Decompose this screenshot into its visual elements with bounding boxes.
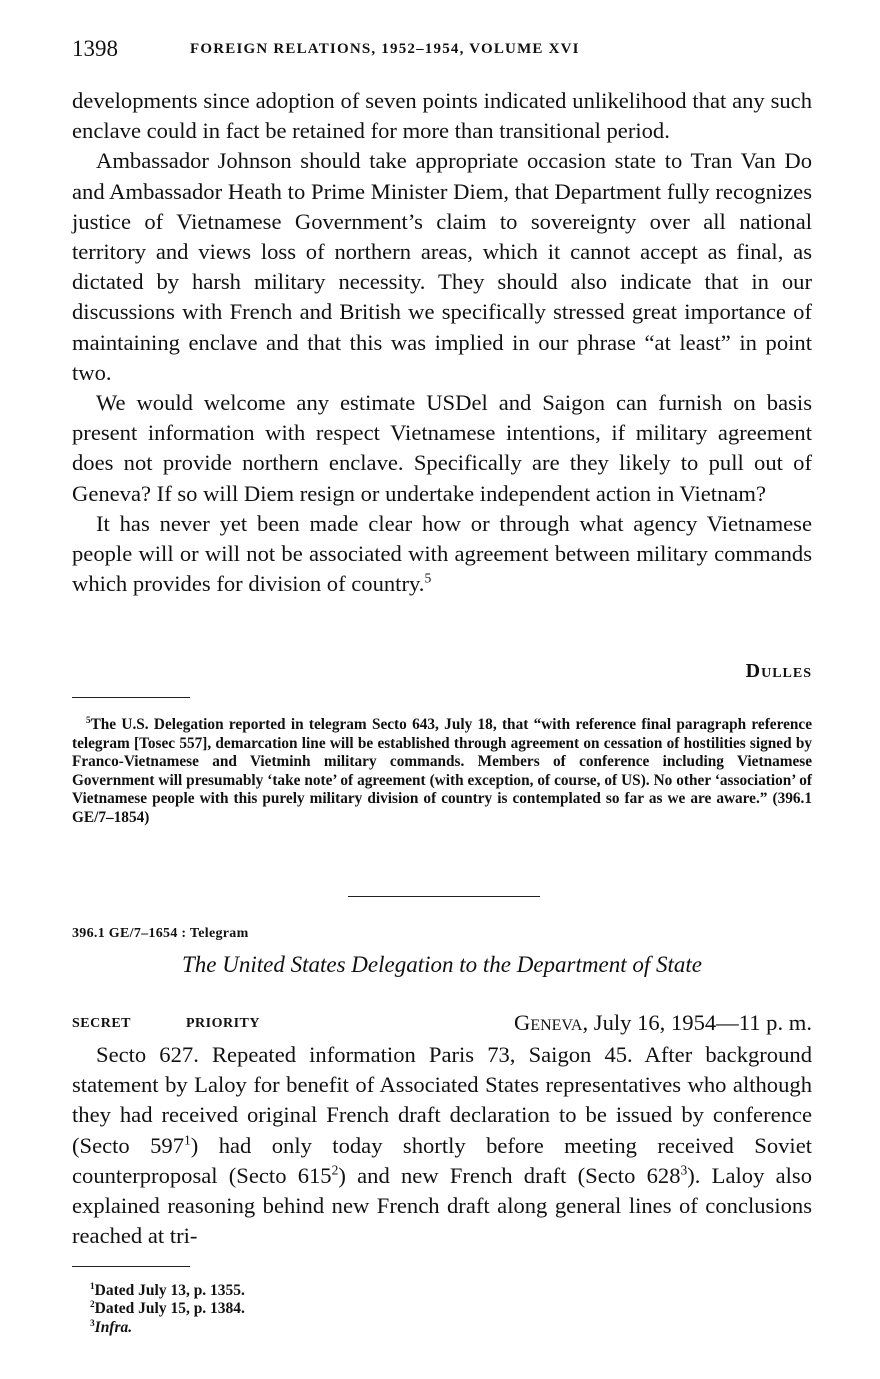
footnote-rule (72, 1266, 190, 1267)
footnote-ref: 5 (424, 570, 432, 586)
footnote-5 (72, 716, 812, 828)
footnote-1: $^1$Dated July 13, p. 1355. (90, 1281, 245, 1299)
footnote-ref: 3 (680, 1162, 688, 1178)
footnote-marker: 5 (86, 714, 91, 725)
file-reference: 396.1 GE/7–1654 : Telegram (72, 926, 249, 941)
paragraph-continuation: developments since adoption of seven points indicated unlikelihood that any such enclave could in fact be retained for more than transitional period. (72, 88, 812, 144)
dateline (514, 1010, 812, 1036)
running-head: FOREIGN RELATIONS, 1952–1954, VOLUME XVI (190, 41, 580, 57)
paragraph: Ambassador Johnson should take appropriate occasion state to Tran Van Do and Ambassador Heath to Prime Minister Diem, that Department fully recognizes justice of Vietnamese Government’s claim to sovereignty over all national territory and views loss of northern areas, which it cannot accept as final, as dictated by harsh military necessity. They should also indicate that in our discussions with French and British we specifically stressed great importance of maintaining enclave and that this was implied in our phrase “at least” in point two. (72, 148, 812, 385)
footnote-3: $^3$Infra. (90, 1318, 133, 1336)
footnote-2: $^2$Dated July 15, p. 1384. (90, 1300, 245, 1318)
section-divider (348, 896, 540, 897)
telegram-paragraph: Secto 627. Repeated information Paris 73, Saigon 45. After background statement by Laloy for benefit of Associated States representatives who although they had received original French draft declaration to be issued by conference (Secto $597^1$) had only today shortly before meeting received Soviet counterproposal (Secto $615^2$) and new French draft (Secto $628^3$). Laloy also explained reasoning behind new French draft along general lines of conclusions reached at tri- (72, 1042, 812, 1249)
page-header (72, 36, 812, 66)
page-number: 1398 (72, 36, 118, 61)
precedence: PRIORITY (186, 1016, 261, 1031)
footnote-text: The U.S. Delegation reported in telegram Secto 643, July 18, that “with reference final paragraph reference telegram [Tosec 557], demarcation line will be established through agreement on cessation of hostilities signed by Franco-Vietnamese and Vietminh military commands. Members of conference including Vietnamese Government will presumably ‘take note’ of agreement (with exception, of course, of US). No other ‘association’ of Vietnamese people with this purely military division of country is contemplated so far as we are aware.” (396.1 GE/7–1854) (72, 716, 812, 826)
classification: SECRET (72, 1016, 132, 1031)
footnotes (72, 1282, 812, 1337)
paragraph-last (72, 509, 812, 600)
place: Geneva (514, 1010, 583, 1035)
paragraph: We would welcome any estimate USDel and Saigon can furnish on basis present information with respect Vietnamese intentions, if military agreement does not provide northern enclave. Specifically are they likely to pull out of Geneva? If so will Diem resign or undertake independent action in Vietnam? (72, 390, 812, 506)
telegram-text (72, 1040, 812, 1251)
document-title: The United States Delegation to the Department of State (182, 952, 702, 977)
footnote-ref: 2 (331, 1162, 339, 1178)
classification-line (72, 1010, 812, 1042)
footnote-ref: 1 (184, 1132, 191, 1148)
date-time: , July 16, 1954—11 p. m. (582, 1010, 812, 1035)
footnote-rule (72, 697, 190, 698)
main-text (72, 86, 812, 599)
paragraph-text: It has never yet been made clear how or through what agency Vietnamese people will or will not be associated with agreement between military commands which provides for division of country. (72, 510, 812, 597)
signature: Dulles (745, 660, 812, 682)
